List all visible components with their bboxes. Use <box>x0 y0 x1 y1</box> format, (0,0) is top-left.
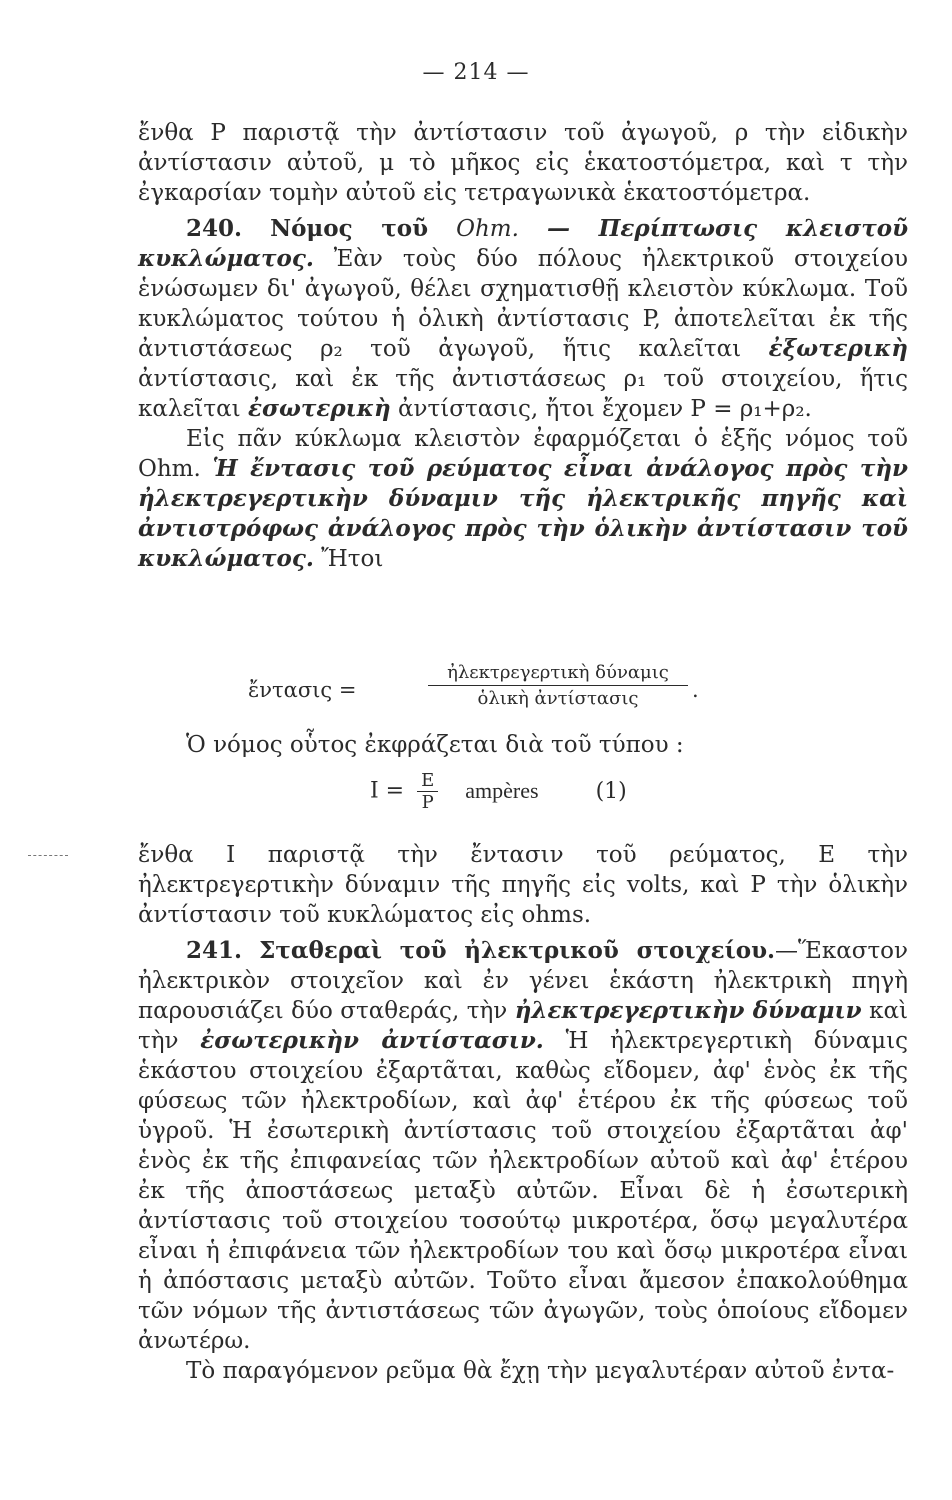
equation-lhs: ἔντασις = <box>248 678 357 702</box>
section-title-241: Σταθεραὶ τοῦ ἠλεκτρικοῦ στοιχείου. <box>259 937 776 964</box>
text-block-bottom <box>138 840 908 1386</box>
paragraph-definitions: ἔνθα I παριστᾷ τὴν ἔντασιν τοῦ ρεύματος, E τὴν ἠλεκτρεγερτικὴν δύναμιν τῆς πηγῆς εἰς volts, καὶ P τὴν ὁλικὴν ἀντίστασιν τοῦ κυκλώματος εἰς ohms. <box>138 842 908 928</box>
equation-formula <box>370 770 627 813</box>
section-240 <box>138 214 908 424</box>
paragraph-last: Τὸ παραγόμενον ρεῦμα θὰ ἔχῃ τὴν μεγαλυτέραν αὐτοῦ ἐντα- <box>186 1358 895 1384</box>
section-number: 240. <box>186 215 243 242</box>
equation-fraction <box>428 662 688 709</box>
term-emf: ἠλεκτρεγερτικὴν δύναμιν <box>514 997 862 1024</box>
formula-denominator: P <box>421 792 434 813</box>
section-241-body: —Ἕκαστον ἠλεκτρικὸν στοιχεῖον καὶ ἐν γένει ἑκάστη ἠλεκτρικὴ πηγὴ παρουσιάζει δύο σταθεράς, τὴν <box>138 938 909 1024</box>
formula-lhs: I = <box>370 778 405 804</box>
equation-period: . <box>692 678 699 702</box>
term-internal: ἐσωτερικὴ <box>248 395 391 422</box>
section-body: Ἐὰν τοὺς δύο πόλους ἠλεκτρικοῦ στοιχείου ἑνώσωμεν δι' ἀγωγοῦ, θέλει σχηματισθῇ κλειστὸν κύκλωμα. Τοῦ κυκλώματος τούτου ἡ ὁλικὴ ἀντίστασις P, ἀποτελεῖται ἐκ τῆς ἀντιστάσεως ρ₂ τοῦ ἀγωγοῦ, ἥτις καλεῖται <box>138 246 909 362</box>
section-title-ohm: Ohm. <box>456 216 519 242</box>
page-number: — 214 — <box>422 60 530 85</box>
formula-intro-text: Ὁ νόμος οὗτος ἐκφράζεται διὰ τοῦ τύπου : <box>186 732 684 758</box>
section-body-3: ἀντίστασις, ἤτοι ἔχομεν P = ρ₁+ρ₂. <box>398 396 812 422</box>
fraction-numerator: ἠλεκτρεγερτικὴ δύναμις <box>428 662 688 686</box>
formula-intro <box>138 730 908 760</box>
law-end: Ἤτοι <box>321 546 384 572</box>
fraction-denominator: ὁλικὴ ἀντίστασις <box>477 688 639 709</box>
paragraph-intro: ἔνθα P παριστᾷ τὴν ἀντίστασιν τοῦ ἀγωγοῦ, ρ τὴν εἰδικὴν ἀντίστασιν αὐτοῦ, μ τὸ μῆκος εἰς ἑκατοστόμετρα, καὶ τ τὴν ἐγκαρσίαν τομὴν αὐτοῦ εἰς τετραγωνικὰ ἑκατοστόμετρα. <box>138 120 908 206</box>
formula-numerator: E <box>417 770 438 792</box>
section-241-body-2: καὶ τὴν <box>138 998 908 1054</box>
paragraph-law <box>138 424 908 574</box>
formula-fraction <box>417 770 438 813</box>
text-block-top <box>138 118 908 574</box>
section-241-body-3: Ἡ ἠλεκτρεγερτικὴ δύναμις ἑκάστου στοιχείου ἐξαρτᾶται, καθὼς εἴδομεν, ἀφ' ἑνὸς ἐκ τῆς φύσεως τῶν ἠλεκτροδίων, καὶ ἀφ' ἑτέρου ἐκ τῆς φύσεως τοῦ ὑγροῦ. Ἡ ἐσωτερικὴ ἀντίστασις τοῦ στοιχείου ἐξαρτᾶται ἀφ' ἑνὸς ἐκ τῆς ἐπιφανείας τῶν ἠλεκτροδίων αὐτοῦ καὶ ἀφ' ἑτέρου ἐκ τῆς ἀποστάσεως μεταξὺ αὐτῶν. Εἶναι δὲ ἡ ἐσωτερικὴ ἀντίστασις τοῦ στοιχείου τοσούτῳ μικροτέρα, ὅσῳ μεγαλυτέρα εἶναι ἡ ἐπιφάνεια τῶν ἠλεκτροδίων του καὶ ὅσῳ μικροτέρα εἶναι ἡ ἀπόστασις μεταξὺ αὐτῶν. Τοῦτο εἶναι ἄμεσον ἐπακολούθημα τῶν νόμων τῆς ἀντιστάσεως τῶν ἀγωγῶν, τοὺς ὁποίους εἴδομεν ἀνωτέρω. <box>138 1028 908 1354</box>
section-number-241: 241. <box>186 937 243 964</box>
section-body-2: ἀντίστασις, καὶ ἐκ τῆς ἀντιστάσεως ρ₁ τοῦ στοιχείου, ἥτις καλεῖται <box>138 366 908 422</box>
law-intro: Εἰς πᾶν κύκλωμα κλειστὸν ἐφαρμόζεται ὁ ἑξῆς νόμος τοῦ Ohm. <box>138 426 908 482</box>
section-subtitle: — Περίπτωσις κλειστοῦ κυκλώματος. <box>138 215 909 272</box>
formula-tag: (1) <box>595 778 627 804</box>
term-external: ἐξωτερικὴ <box>768 335 909 362</box>
section-title: Νόμος τοῦ <box>270 215 429 242</box>
law-statement: Ἡ ἔντασις τοῦ ρεύματος εἶναι ἀνάλογος πρὸς τὴν ἠλεκτρεγερτικὴν δύναμιν τῆς ἠλεκτρικῆς πηγῆς καὶ ἀντιστρόφως ἀνάλογος πρὸς τὴν ὁλικὴν ἀντίστασιν τοῦ κυκλώματος. <box>138 455 908 572</box>
term-internal-resistance: ἐσωτερικὴν ἀντίστασιν. <box>200 1027 544 1054</box>
margin-mark <box>28 855 68 856</box>
formula-unit: ampères <box>465 777 539 803</box>
section-241 <box>138 936 908 1356</box>
